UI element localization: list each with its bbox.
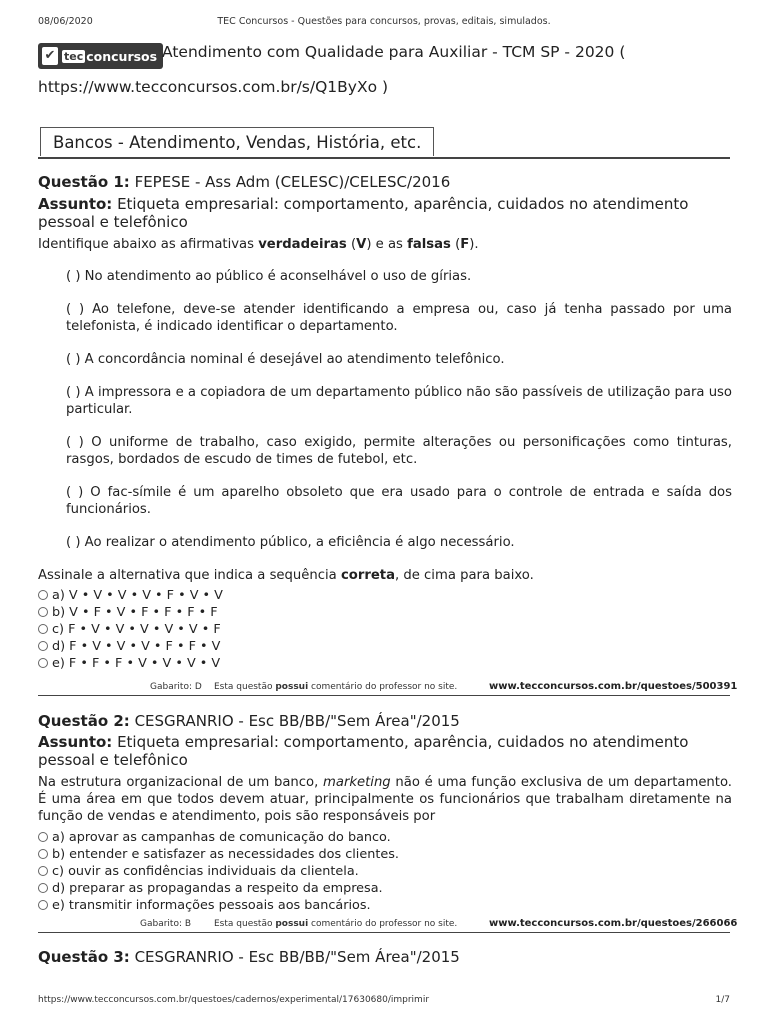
answer-key: Gabarito: B: [140, 919, 192, 929]
option-d[interactable]: d) preparar as propagandas a respeito da empresa.: [38, 880, 732, 897]
option-e[interactable]: e) transmitir informações pessoais aos bancários.: [38, 897, 732, 914]
print-site-title: TEC Concursos - Questões para concursos, provas, editais, simulados.: [217, 16, 551, 27]
question-prompt: Assinale a alternativa que indica a sequência correta, de cima para baixo.: [38, 568, 534, 583]
document-title-link[interactable]: https://www.tecconcursos.com.br/s/Q1ByXo ): [38, 78, 389, 96]
question-subject: Assunto: Etiqueta empresarial: comportamento, aparência, cuidados no atendimento pessoal e telefônico: [38, 733, 689, 769]
tecconcursos-logo: ✔ tec concursos: [38, 43, 163, 69]
radio-icon[interactable]: [38, 883, 48, 893]
section-tab: Bancos - Atendimento, Vendas, História, etc.: [40, 127, 434, 156]
statement-item: ( ) Ao telefone, deve-se atender identificando a empresa ou, caso já tenha passado por uma telefonista, é indicado identificar o departamento.: [66, 302, 732, 334]
option-a[interactable]: a) aprovar as campanhas de comunicação do banco.: [38, 829, 732, 846]
statement-item: ( ) A concordância nominal é desejável ao atendimento telefônico.: [66, 352, 505, 367]
print-date: 08/06/2020: [38, 16, 93, 27]
question-subject: Assunto: Etiqueta empresarial: comportamento, aparência, cuidados no atendimento pessoal e telefônico: [38, 195, 689, 231]
option-b[interactable]: b) V • F • V • F • F • F • F: [38, 604, 732, 621]
page-number: 1/7: [715, 995, 730, 1005]
question-link[interactable]: www.tecconcursos.com.br/questoes/500391: [489, 681, 738, 692]
option-e[interactable]: e) F • F • F • V • V • V • V: [38, 655, 732, 672]
question-text: Na estrutura organizacional de um banco, marketing não é uma função exclusiva de um departamento. É uma área em que todos devem atuar, principalmente os funcionários que trabalham diretamente na função de vendas e atendimento, pois são responsáveis por: [38, 775, 732, 824]
statement-item: ( ) O uniforme de trabalho, caso exigido, permite alterações ou personificações como tinturas, rasgos, bordados de escudo de times de futebol, etc.: [66, 435, 732, 467]
statement-item: ( ) No atendimento ao público é aconselhável o uso de gírias.: [66, 269, 472, 284]
question-divider: [38, 695, 730, 696]
radio-icon[interactable]: [38, 641, 48, 651]
option-d[interactable]: d) F • V • V • V • F • F • V: [38, 638, 732, 655]
option-c[interactable]: c) ouvir as confidências individuais da clientela.: [38, 863, 732, 880]
radio-icon[interactable]: [38, 658, 48, 668]
question-header: Questão 3: CESGRANRIO - Esc BB/BB/"Sem Área"/2015: [38, 948, 460, 966]
radio-icon[interactable]: [38, 832, 48, 842]
option-a[interactable]: a) V • V • V • V • F • V • V: [38, 587, 732, 604]
statement-item: ( ) A impressora e a copiadora de um departamento público não são passíveis de utilização para uso particular.: [66, 385, 732, 417]
statement-item: ( ) O fac-símile é um aparelho obsoleto que era usado para o controle de entrada e saída dos funcionários.: [66, 485, 732, 517]
checkmark-icon: ✔: [42, 47, 58, 65]
option-b[interactable]: b) entender e satisfazer as necessidades dos clientes.: [38, 846, 732, 863]
question-3: [38, 948, 732, 966]
radio-icon[interactable]: [38, 624, 48, 634]
radio-icon[interactable]: [38, 866, 48, 876]
question-1: [38, 173, 732, 672]
comment-note: Esta questão possui comentário do professor no site.: [214, 682, 458, 692]
answer-key: Gabarito: D: [150, 682, 202, 692]
document-title: Atendimento com Qualidade para Auxiliar - TCM SP - 2020 (: [162, 43, 626, 61]
radio-icon[interactable]: [38, 900, 48, 910]
question-2: [38, 712, 732, 914]
option-c[interactable]: c) F • V • V • V • V • V • F: [38, 621, 732, 638]
footer-url: https://www.tecconcursos.com.br/questoes/cadernos/experimental/17630680/imprimir: [38, 995, 430, 1005]
radio-icon[interactable]: [38, 607, 48, 617]
statement-item: ( ) Ao realizar o atendimento público, a eficiência é algo necessário.: [66, 535, 515, 550]
question-divider: [38, 932, 730, 933]
comment-note: Esta questão possui comentário do professor no site.: [214, 919, 458, 929]
radio-icon[interactable]: [38, 590, 48, 600]
question-header: Questão 2: CESGRANRIO - Esc BB/BB/"Sem Área"/2015: [38, 712, 460, 730]
question-link[interactable]: www.tecconcursos.com.br/questoes/266066: [489, 918, 738, 929]
question-intro: Identifique abaixo as afirmativas verdadeiras (V) e as falsas (F).: [38, 237, 479, 252]
radio-icon[interactable]: [38, 849, 48, 859]
section-divider: [38, 157, 730, 159]
question-header: Questão 1: FEPESE - Ass Adm (CELESC)/CELESC/2016: [38, 173, 451, 191]
